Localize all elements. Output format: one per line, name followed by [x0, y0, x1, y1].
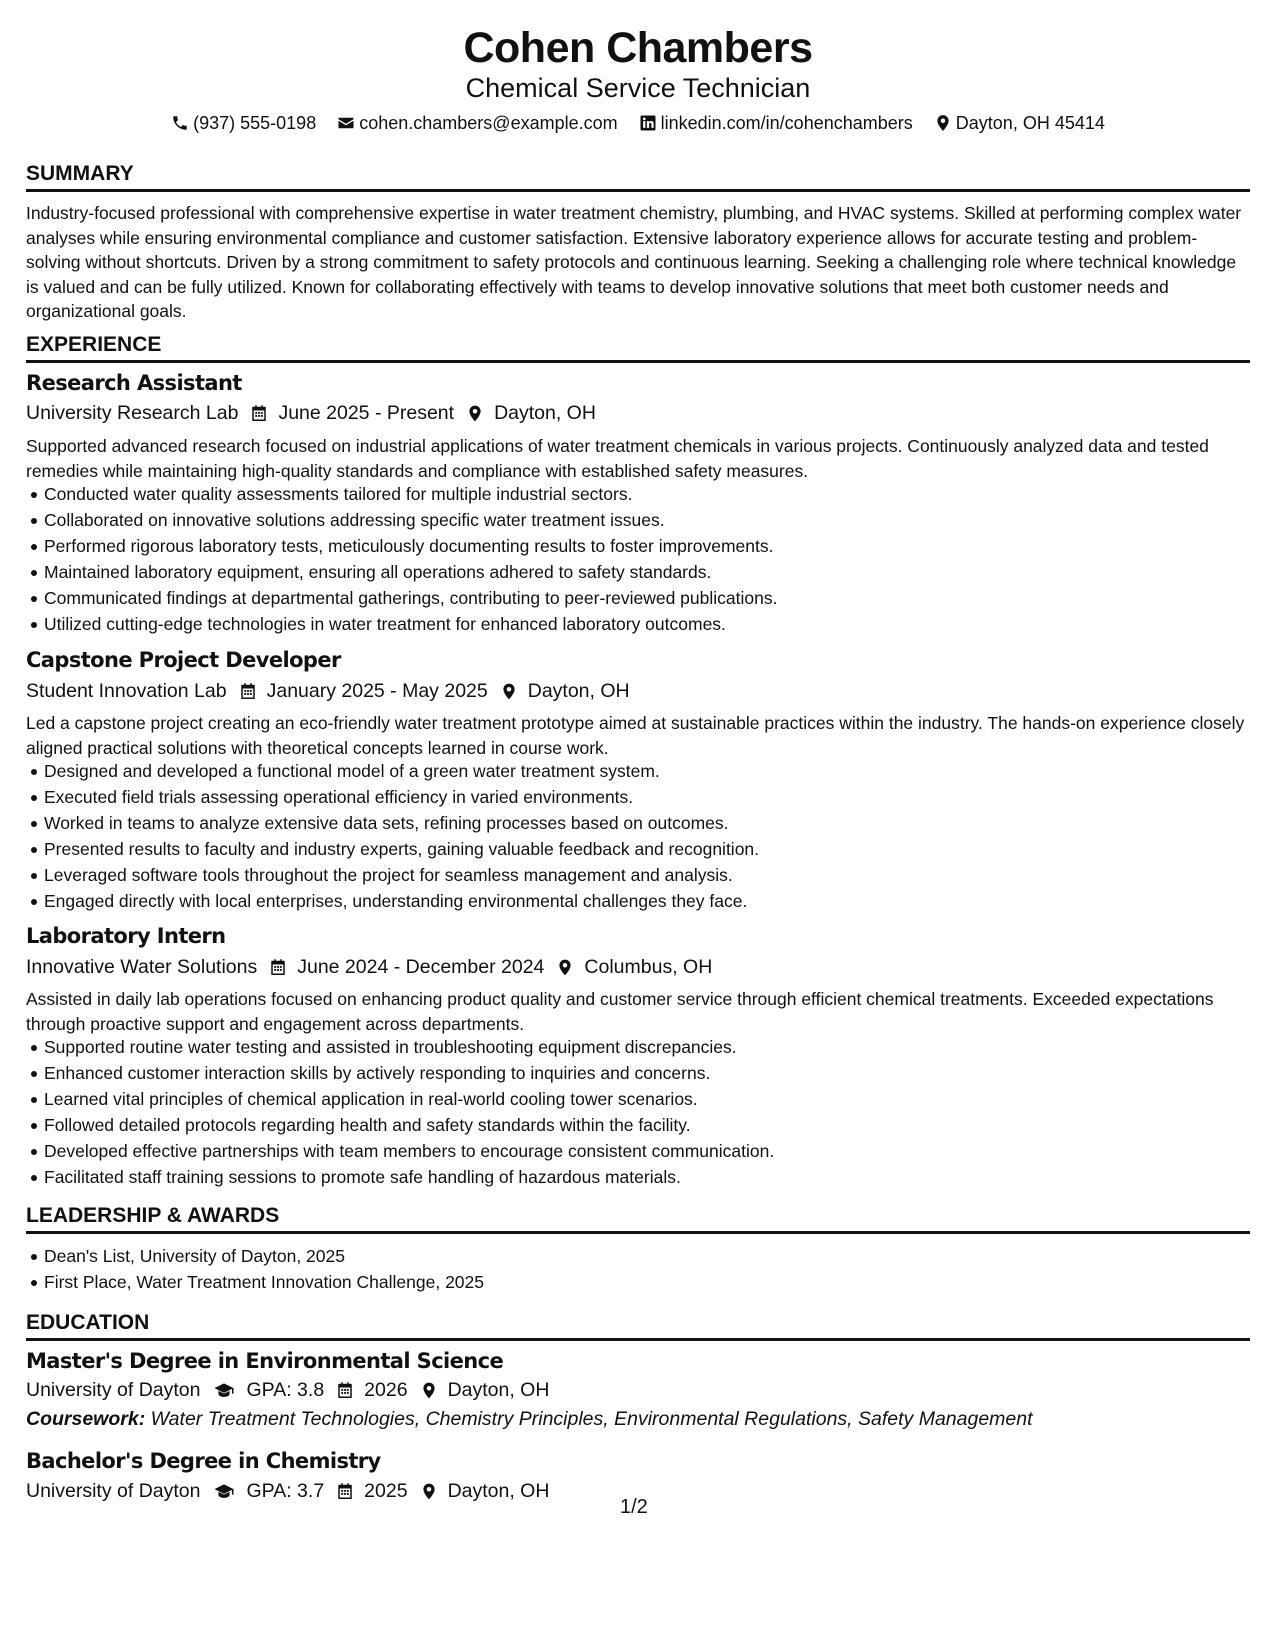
contact-linkedin[interactable]	[639, 110, 913, 136]
location-text: Dayton, OH 45414	[955, 113, 1105, 133]
map-pin-icon	[556, 958, 574, 977]
map-pin-icon	[420, 1381, 438, 1400]
list-item: Facilitated staff training sessions to promote safe handling of hazardous materials.	[44, 1164, 1244, 1190]
list-item: Executed field trials assessing operational efficiency in varied environments.	[44, 784, 1244, 810]
calendar-icon	[336, 1381, 354, 1400]
calendar-icon	[269, 958, 287, 977]
job-bullets	[26, 758, 1244, 914]
degree-school: University of Dayton	[26, 1480, 201, 1502]
map-pin-icon	[420, 1482, 438, 1501]
graduation-cap-icon	[212, 1482, 236, 1501]
list-item: First Place, Water Treatment Innovation Challenge, 2025	[44, 1269, 1244, 1295]
list-item: Worked in teams to analyze extensive data sets, refining processes based on outcomes.	[44, 810, 1244, 836]
degree-meta	[26, 1477, 549, 1505]
job-location: Columbus, OH	[584, 956, 713, 978]
job-location: Dayton, OH	[527, 680, 630, 702]
list-item: Collaborated on innovative solutions addressing specific water treatment issues.	[44, 507, 1244, 533]
degree-location: Dayton, OH	[447, 1480, 550, 1502]
graduation-cap-icon	[212, 1381, 236, 1400]
job-dates: January 2025 - May 2025	[266, 680, 488, 702]
linkedin-icon	[639, 114, 657, 132]
job-meta	[26, 677, 630, 705]
job-meta	[26, 953, 712, 981]
list-item: Supported routine water testing and assisted in troubleshooting equipment discrepancies.	[44, 1034, 1244, 1060]
coursework-label: Coursework:	[26, 1408, 146, 1430]
degree-year: 2025	[364, 1480, 408, 1502]
job-dates: June 2025 - Present	[278, 402, 455, 424]
list-item: Designed and developed a functional model of a green water treatment system.	[44, 758, 1244, 784]
list-item: Dean's List, University of Dayton, 2025	[44, 1243, 1244, 1269]
job-description: Led a capstone project creating an eco-friendly water treatment prototype aimed at sustainable practices within the industry. The hands-on experience closely aligned practical solutions with theoretical concepts learned in course work.	[26, 713, 1245, 758]
job-title: Laboratory Intern	[26, 924, 226, 948]
list-item: Enhanced customer interaction skills by actively responding to inquiries and concerns.	[44, 1060, 1244, 1086]
list-item: Communicated findings at departmental gatherings, contributing to peer-reviewed publications.	[44, 585, 1244, 611]
degree-year: 2026	[364, 1379, 408, 1401]
degree-title: Bachelor's Degree in Chemistry	[26, 1449, 381, 1473]
job-location: Dayton, OH	[494, 402, 596, 424]
candidate-title: Chemical Service Technician	[465, 73, 811, 103]
map-pin-icon	[934, 114, 952, 132]
contact-email[interactable]	[337, 110, 617, 136]
list-item: Developed effective partnerships with team members to encourage consistent communication.	[44, 1138, 1244, 1164]
degree-location: Dayton, OH	[447, 1379, 550, 1401]
calendar-icon	[250, 404, 268, 423]
summary-heading: SUMMARY	[26, 160, 1250, 192]
awards-list	[26, 1243, 1244, 1295]
experience-heading: EXPERIENCE	[26, 331, 1250, 363]
list-item: Utilized cutting-edge technologies in water treatment for enhanced laboratory outcomes.	[44, 611, 1244, 637]
degree-meta	[26, 1376, 549, 1404]
phone-icon	[171, 114, 189, 132]
list-item: Performed rigorous laboratory tests, meticulously documenting results to foster improvements.	[44, 533, 1244, 559]
job-title: Research Assistant	[26, 371, 242, 395]
job-bullets	[26, 1034, 1244, 1190]
list-item: Learned vital principles of chemical application in real-world cooling tower scenarios.	[44, 1086, 1244, 1112]
awards-heading: LEADERSHIP & AWARDS	[26, 1202, 1250, 1234]
list-item: Engaged directly with local enterprises, understanding environmental challenges they face.	[44, 888, 1244, 914]
linkedin-text: linkedin.com/in/cohenchambers	[660, 113, 913, 133]
email-text: cohen.chambers@example.com	[359, 113, 618, 133]
degree-gpa: GPA: 3.8	[246, 1379, 325, 1401]
coursework-line	[26, 1405, 1033, 1433]
summary-text: Industry-focused professional with comprehensive expertise in water treatment chemistry, plumbing, and HVAC systems. Skilled at performing complex water analyses while ensuring environmental compliance and customer satisfaction. Extensive laboratory experience allows for accurate testing and problem-solving without shortcuts. Driven by a strong commitment to safety protocols and continuous learning. Seeking a challenging role where technical knowledge is valued and can be fully utilized. Known for collaborating effectively with teams to develop innovative solutions that meet both customer needs and organizational goals.	[26, 203, 1242, 321]
job-org: Innovative Water Solutions	[26, 956, 258, 978]
contact-location	[934, 110, 1105, 136]
calendar-icon	[239, 682, 257, 701]
candidate-name: Cohen Chambers	[463, 24, 813, 72]
degree-school: University of Dayton	[26, 1379, 201, 1401]
map-pin-icon	[500, 682, 518, 701]
job-org: Student Innovation Lab	[26, 680, 227, 702]
list-item: Followed detailed protocols regarding health and safety standards within the facility.	[44, 1112, 1244, 1138]
contact-bar	[26, 110, 1250, 139]
coursework-list: Water Treatment Technologies, Chemistry Principles, Environmental Regulations, Safety Management	[150, 1408, 1033, 1430]
contact-phone	[171, 110, 316, 136]
job-dates: June 2024 - December 2024	[297, 956, 545, 978]
page-number: 1/2	[620, 1496, 648, 1518]
degree-title: Master's Degree in Environmental Science	[26, 1349, 504, 1373]
list-item: Conducted water quality assessments tailored for multiple industrial sectors.	[44, 481, 1244, 507]
job-meta	[26, 399, 596, 427]
envelope-icon	[337, 114, 355, 132]
list-item: Maintained laboratory equipment, ensuring all operations adhered to safety standards.	[44, 559, 1244, 585]
job-description: Assisted in daily lab operations focused on enhancing product quality and customer service through efficient chemical treatments. Exceeded expectations through proactive support and engagement across departments.	[26, 989, 1214, 1034]
phone-text: (937) 555-0198	[193, 113, 317, 133]
degree-gpa: GPA: 3.7	[246, 1480, 325, 1502]
calendar-icon	[336, 1482, 354, 1501]
list-item: Leveraged software tools throughout the project for seamless management and analysis.	[44, 862, 1244, 888]
job-title: Capstone Project Developer	[26, 648, 341, 672]
job-description: Supported advanced research focused on industrial applications of water treatment chemicals in various projects. Continuously analyzed data and tested remedies while maintaining high-quality standards and compliance with established safety measures.	[26, 436, 1209, 481]
education-heading: EDUCATION	[26, 1309, 1250, 1341]
job-org: University Research Lab	[26, 402, 239, 424]
list-item: Presented results to faculty and industry experts, gaining valuable feedback and recognition.	[44, 836, 1244, 862]
map-pin-icon	[466, 404, 484, 423]
job-bullets	[26, 481, 1244, 637]
